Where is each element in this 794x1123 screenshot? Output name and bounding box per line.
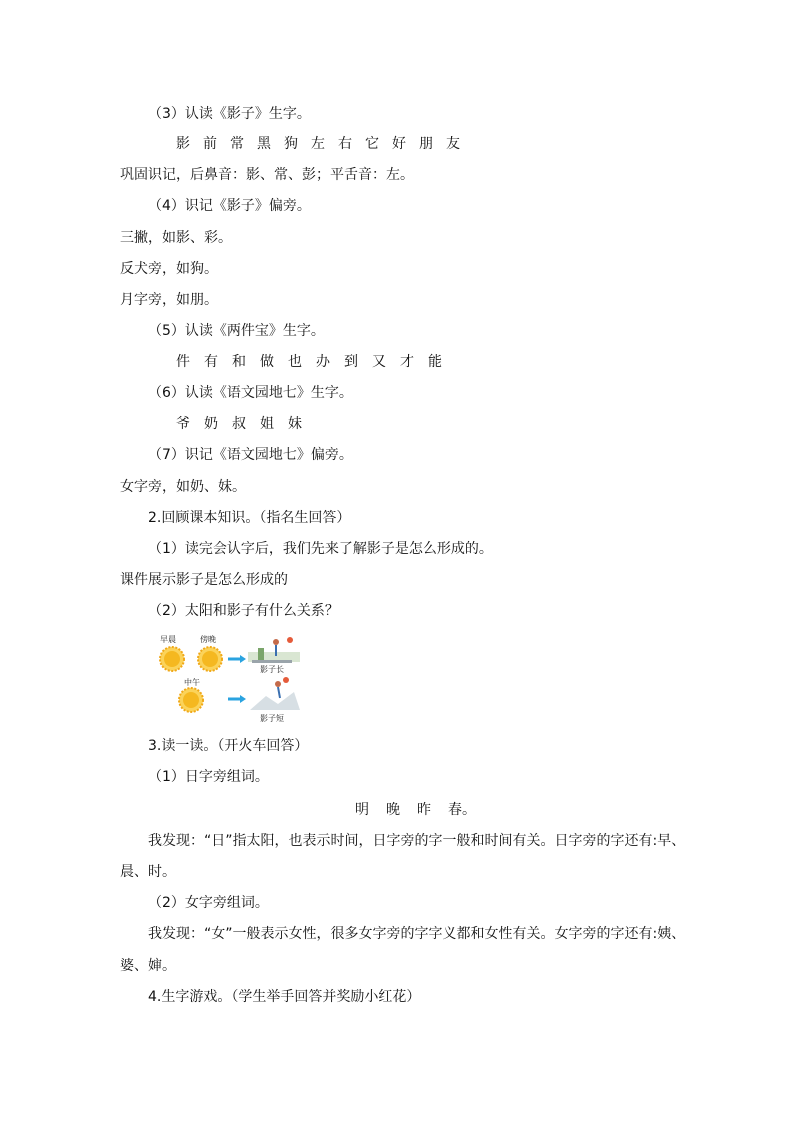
text-line: 我发现：“女”一般表示女性，很多女字旁的字字义都和女性有关。女字旁的字还有:姨、 [148, 926, 686, 942]
vocab-char: 黑 [257, 136, 271, 152]
vocab-char: 有 [204, 354, 218, 370]
vocab-char: 狗 [284, 136, 298, 152]
text-line: （7）识记《语文园地七》偏旁。 [148, 447, 353, 463]
vocab-char: 姐 [260, 416, 274, 432]
vocab-char: 才 [400, 354, 414, 370]
text-line: 三撇，如影、彩。 [120, 230, 232, 246]
text-line: （1）读完会认字后，我们先来了解影子是怎么形成的。 [148, 541, 493, 557]
vocab-char: 办 [316, 354, 330, 370]
long-shadow-scene-icon [248, 637, 300, 663]
char-row-ri-radical [355, 800, 493, 820]
section-heading: 3.读一读。（开火车回答） [148, 738, 309, 754]
text-line: 反犬旁，如狗。 [120, 261, 218, 277]
sun-icon [198, 647, 222, 671]
vocab-char: 朋 [419, 136, 433, 152]
sun-icon [179, 688, 203, 712]
vocab-char: 能 [428, 354, 442, 370]
vocab-char: 做 [260, 354, 274, 370]
label-short-shadow: 影子短 [260, 714, 284, 723]
text-line: （2）女字旁组词。 [148, 895, 269, 911]
char-row-yuwenyuandi [176, 414, 316, 434]
sun-shadow-figure [148, 630, 318, 724]
arrow-right-icon [228, 655, 246, 663]
vocab-char: 前 [203, 136, 217, 152]
text-line: 婆、婶。 [120, 958, 176, 974]
vocab-char: 春。 [448, 802, 476, 818]
section-heading: 4.生字游戏。（学生举手回答并奖励小红花） [148, 989, 421, 1005]
text-line: 女字旁，如奶、妹。 [120, 479, 246, 495]
vocab-char: 友 [446, 136, 460, 152]
text-line: 巩固识记，后鼻音：影、常、彭；平舌音：左。 [120, 167, 414, 183]
vocab-char: 昨 [417, 802, 431, 818]
vocab-char: 好 [392, 136, 406, 152]
text-line: （6）认读《语文园地七》生字。 [148, 385, 353, 401]
vocab-char: 又 [372, 354, 386, 370]
vocab-char: 也 [288, 354, 302, 370]
label-morning: 早晨 [160, 635, 176, 644]
char-row-liangjianbao [176, 352, 456, 372]
vocab-char: 影 [176, 136, 190, 152]
vocab-char: 爷 [176, 416, 190, 432]
vocab-char: 右 [338, 136, 352, 152]
text-line: 晨、时。 [120, 864, 176, 880]
label-long-shadow: 影子长 [260, 665, 284, 674]
text-line: （3）认读《影子》生字。 [148, 106, 311, 122]
text-line: 课件展示影子是怎么形成的 [120, 572, 288, 588]
vocab-char: 件 [176, 354, 190, 370]
sun-icon [160, 647, 184, 671]
vocab-char: 左 [311, 136, 325, 152]
text-line: 我发现：“日”指太阳，也表示时间，日字旁的字一般和时间有关。日字旁的字还有:早、 [148, 833, 686, 849]
vocab-char: 奶 [204, 416, 218, 432]
text-line: （1）日字旁组词。 [148, 769, 269, 785]
text-line: （5）认读《两件宝》生字。 [148, 323, 325, 339]
section-heading: 2.回顾课本知识。（指名生回答） [148, 510, 351, 526]
char-row-yingzi [176, 134, 473, 154]
label-noon: 中午 [184, 678, 200, 687]
vocab-char: 到 [344, 354, 358, 370]
arrow-right-icon [228, 695, 246, 703]
vocab-char: 常 [230, 136, 244, 152]
vocab-char: 妹 [288, 416, 302, 432]
text-line: （4）识记《影子》偏旁。 [148, 198, 311, 214]
vocab-char: 明 [355, 802, 369, 818]
text-line: 月字旁，如朋。 [120, 292, 218, 308]
vocab-char: 叔 [232, 416, 246, 432]
short-shadow-scene-icon [250, 677, 300, 710]
vocab-char: 它 [365, 136, 379, 152]
vocab-char: 和 [232, 354, 246, 370]
label-evening: 傍晚 [200, 635, 216, 644]
vocab-char: 晚 [386, 802, 400, 818]
text-line: （2）太阳和影子有什么关系？ [148, 603, 339, 619]
